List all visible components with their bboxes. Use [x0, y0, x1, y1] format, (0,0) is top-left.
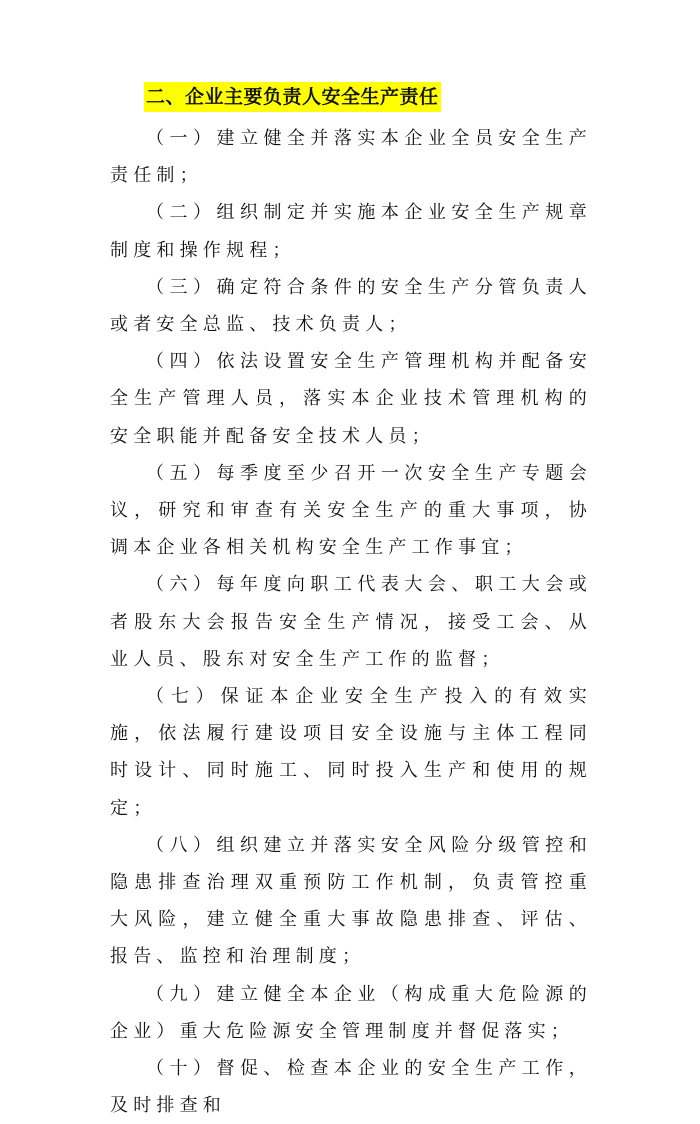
list-item-3: （三）确定符合条件的安全生产分管负责人或者安全总监、技术负责人； — [110, 276, 592, 336]
list-item-9: （九）建立健全本企业（构成重大危险源的企业）重大危险源安全管理制度并督促落实； — [110, 983, 592, 1042]
list-item-6: （六）每年度向职工代表大会、职工大会或者股东大会报告安全生产情况，接受工会、从业人员、股东对安全生产工作的监督； — [110, 574, 592, 670]
list-item-10: （十）督促、检查本企业的安全生产工作，及时排查和 — [110, 1058, 592, 1117]
document-body — [110, 82, 592, 1124]
list-item-7: （七）保证本企业安全生产投入的有效实施，依法履行建设项目安全设施与主体工程同时设计、同时施工、同时投入生产和使用的规定； — [110, 686, 592, 819]
list-item-5: （五）每季度至少召开一次安全生产专题会议，研究和审查有关安全生产的重大事项，协调本企业各相关机构安全生产工作事宜； — [110, 462, 592, 559]
responsibility-list — [110, 120, 592, 1124]
list-item-8: （八）组织建立并落实安全风险分级管控和隐患排查治理双重预防工作机制，负责管控重大风险，建立健全重大事故隐患排查、评估、报告、监控和治理制度； — [110, 834, 592, 968]
section-heading: 二、企业主要负责人安全生产责任 — [144, 82, 441, 112]
list-item-4: （四）依法设置安全生产管理机构并配备安全生产管理人员，落实本企业技术管理机构的安全职能并配备安全技术人员； — [110, 351, 592, 447]
list-item-2: （二）组织制定并实施本企业安全生产规章制度和操作规程； — [110, 202, 592, 261]
list-item-1: （一）建立健全并落实本企业全员安全生产责任制； — [110, 128, 592, 187]
